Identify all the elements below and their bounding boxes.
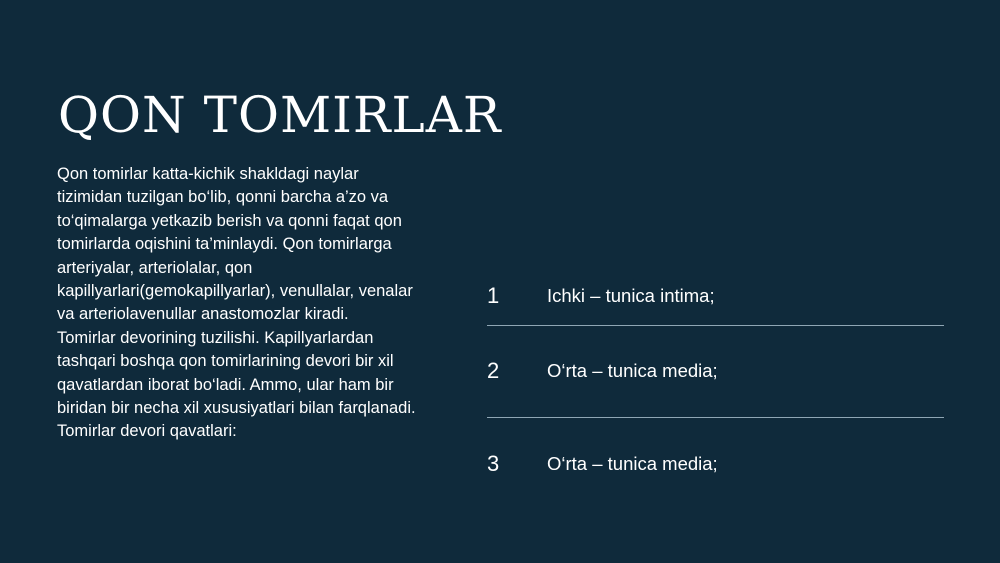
list-item-label: Ichki – tunica intima; xyxy=(547,285,715,306)
list-item-number: 1 xyxy=(487,283,500,308)
list-item xyxy=(487,444,944,484)
list-item xyxy=(487,351,944,391)
divider xyxy=(487,325,944,326)
list-item-label: O‘rta – tunica media; xyxy=(547,360,718,381)
list-item xyxy=(487,276,944,316)
list-item-number: 2 xyxy=(487,358,500,383)
list-item-number: 3 xyxy=(487,451,500,476)
slide-title: QON TOMIRLAR xyxy=(58,86,502,144)
wall-layers-list xyxy=(487,0,944,563)
list-item-label: O‘rta – tunica media; xyxy=(547,453,718,474)
body-text: Qon tomirlar katta-kichik shakldagi naylar tizimidan tuzilgan bo‘lib, qonni barcha a’zo va to‘qimalarga yetkazib berish va qonni faqat qon tomirlarda oqishini ta’minlaydi. Qon tomirlarga arteriyalar, arteriolalar, qon kapillyarlari(gemokapillyarlar), venullalar, venalar va arteriolavenullar anastomozlar kiradi. Tomirlar devorining tuzilishi. Kapillyarlardan tashqari boshqa qon tomirlarining devori bir xil qavatlardan iborat bo‘ladi. Ammo, ular ham bir biridan bir necha xil xususiyatlari bilan farqlanadi. Tomirlar devori qavatlari: xyxy=(57,165,416,441)
divider xyxy=(487,417,944,418)
